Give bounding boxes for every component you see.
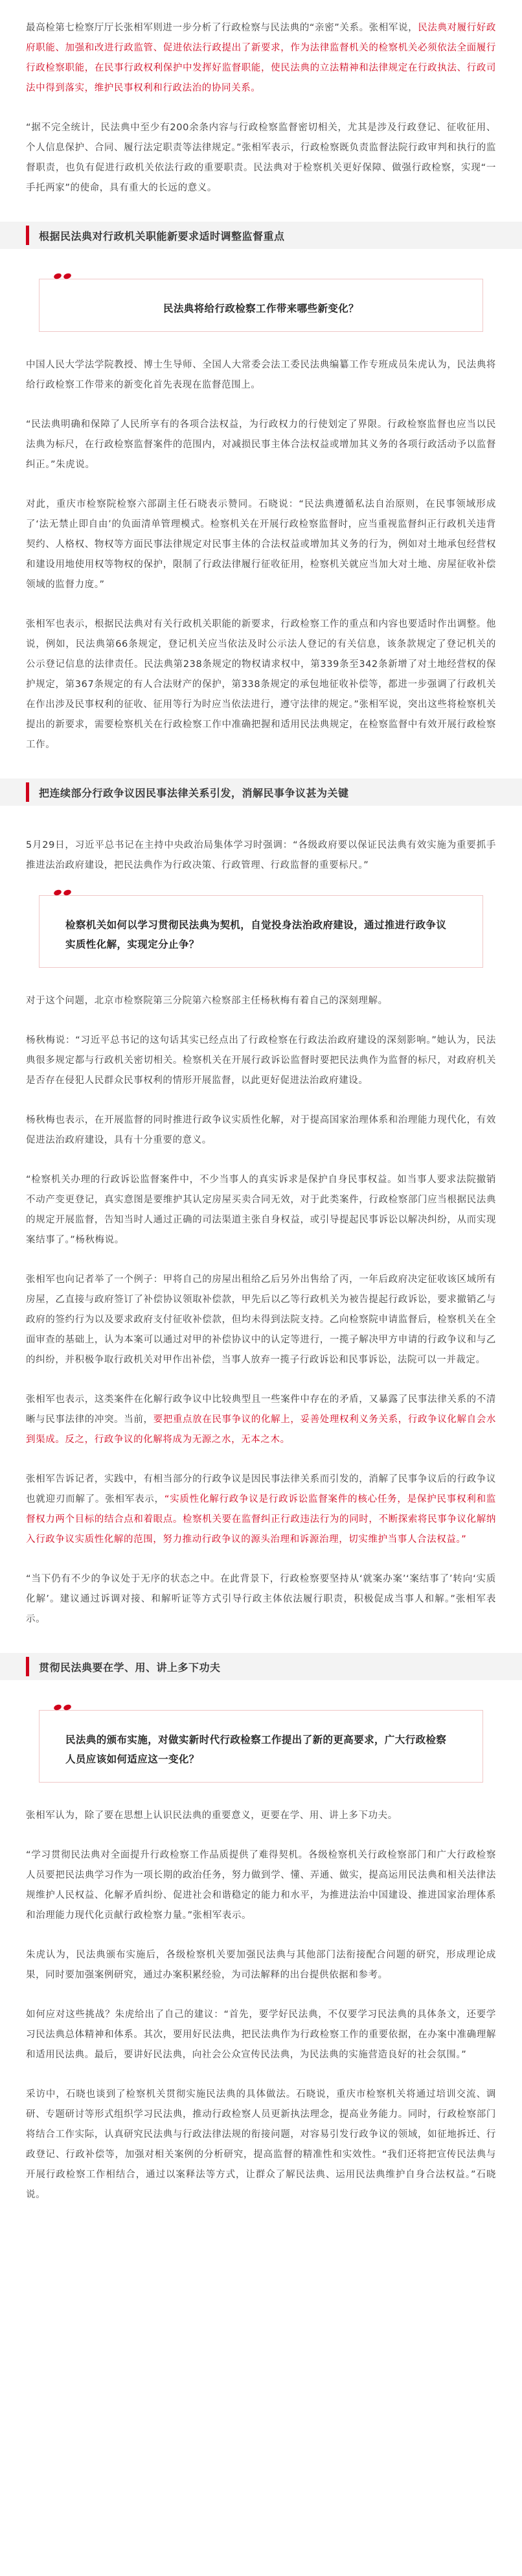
question-text-2: 检察机关如何以学习贯彻民法典为契机，自觉投身法治政府建设，通过推进行政争议实质性化解，实现定分止争？ [65, 919, 447, 950]
section3-paragraph: “学习贯彻民法典对全面提升行政检察工作品质提供了难得契机。各级检察机关行政检察部门和广大行政检察人员要把民法典学习作为一项长期的政治任务，努力做到学、懂、弄通、做实，提高运用民法典和相关法律法规维护人民权益、化解矛盾纠纷、促进社会和谐稳定的能力和水平，为推进法治中国建设、推进国家治理体系和治理能力现代化贡献行政检察力量。”张相军表示。 [26, 1850, 496, 1921]
section1-paragraph: “民法典明确和保障了人民所享有的各项合法权益，为行政权力的行使划定了界限。行政检察监督也应当以民法典为标尺，在行政检察监督案件的范围内，对减损民事主体合法权益或增加其义务的各项行政活动予以监督纠正。”朱虎说。 [26, 419, 496, 470]
section1-paragraph: 中国人民大学法学院教授、博士生导师、全国人大常委会法工委民法典编纂工作专班成员朱虎认为，民法典将给行政检察工作带来的新变化首先表现在监督范围上。 [26, 360, 496, 390]
section2-paragraph: 5月29日，习近平总书记在主持中央政治局集体学习时强调：“各级政府要以保证民法典有效实施为重要抓手推进法治政府建设，把民法典作为行政决策、行政管理、行政监督的重要标尺。” [26, 840, 496, 871]
section-title-3: 贯彻民法典要在学、用、讲上多下功夫 [39, 1661, 221, 1674]
quote-dots-icon [49, 890, 76, 895]
section2-paragraph: 杨秋梅说：“习近平总书记的这句话其实已经点出了行政检察在行政法治政府建设的深刻影响。”她认为，民法典很多规定都与行政机关密切相关。检察机关在开展行政诉讼监督时要把民法典作为监督的标尺，对政府机关是否存在侵犯人民群众民事权利的情形开展监督，以此更好促进法治政府建设。 [26, 1035, 496, 1086]
section-header-2 [0, 779, 522, 806]
section2-text: 张相军也表示，这类案件在化解行政争议中比较典型且一些案件中存在的矛盾，又暴露了民事法律关系的不清晰与民事法律的冲突。当前， [26, 1394, 496, 1425]
question-box-3 [39, 1710, 483, 1783]
section2-paragraph: 张相军也向记者举了一个例子：甲将自己的房屋出租给乙后另外出售给了丙，一年后政府决定征收该区域所有房屋，乙直接与政府签订了补偿协议领取补偿款，甲先后以乙等行政机关为被告提起行政诉讼，要求撤销乙与政府的签约行为以及要求政府支付征收补偿款，但均未得到法院支持。乙向检察院申请监督后，检察机关在全面审查的基础上，认为本案可以通过对甲的补偿协议中的认定等进行，一揽子解决甲方申请的行政争议和与乙的纠纷，并积极争取行政机关对甲作出补偿，当事人放弃一揽子行政诉讼和民事诉讼，法院可以一并裁定。 [26, 1274, 496, 1365]
intro-p1-text: 最高检第七检察厅厅长张相军则进一步分析了行政检察与民法典的“亲密”关系。张相军说， [26, 23, 418, 33]
section-marker-icon [26, 782, 29, 802]
section2-paragraph: “检察机关办理的行政诉讼监督案件中，不少当事人的真实诉求是保护自身民事权益。如当事人要求法院撤销不动产变更登记，真实意图是要维护其认定房屋买卖合同无效，对于此类案件，行政检察部门应当根据民法典的规定开展监督，告知当时人通过正确的司法渠道主张自身权益，或引导提起民事诉讼以解决纠纷，从而实现案结事了。”杨秋梅说。 [26, 1175, 496, 1245]
section-header-1 [0, 222, 522, 249]
section2-paragraph: 杨秋梅也表示，在开展监督的同时推进行政争议实质性化解，对于提高国家治理体系和治理能力现代化，有效促进法治政府建设，具有十分重要的意义。 [26, 1115, 496, 1145]
quote-dots-icon [49, 1705, 76, 1710]
section2-paragraph-with-highlight [26, 1469, 496, 1550]
section-title-1: 根据民法典对行政机关职能新要求适时调整监督重点 [39, 229, 285, 242]
section-title-2: 把连续部分行政争议因民事法律关系引发，消解民事争议甚为关键 [39, 786, 349, 799]
section-header-3 [0, 1653, 522, 1680]
section-marker-icon [26, 226, 29, 245]
section3-paragraph: 张相军认为，除了要在思想上认识民法典的重要意义，更要在学、用、讲上多下功夫。 [26, 1810, 398, 1821]
question-text-1: 民法典将给行政检察工作带来哪些新变化？ [163, 303, 359, 314]
section1-paragraph: 张相军也表示，根据民法典对有关行政机关职能的新要求，行政检察工作的重点和内容也要适时作出调整。他说，例如，民法典第66条规定，登记机关应当依法及时公示法人登记的有关信息，该条款规定了登记机关的公示登记信息的法律责任。民法典第238条规定的物权请求权中，第339条至342条新增了对土地经营权的保护规定，第367条规定的有人合法财产的保护，第338条规定的承包地征收补偿等，都进一步强调了行政机关在作出涉及民事权利的征收、征用等行为时应当依法进行，遵守法律的规定。”张相军说，突出这些将检察机关提出的新要求，需要检察机关在行政检察工作中准确把握和适用民法典规定，在检察监督中有效开展行政检察工作。 [26, 619, 496, 750]
intro-paragraph-1 [26, 18, 496, 99]
section2-text: 张相军告诉记者，实践中，有相当部分的行政争议是因民事法律关系而引发的，消解了民事争议后的行政争议也就迎刃而解了。张相军表示， [26, 1474, 496, 1505]
section2-paragraph-with-highlight [26, 1390, 496, 1450]
section3-paragraph: 如何应对这些挑战？朱虎给出了自己的建议：“首先，要学好民法典，不仅要学习民法典的具体条文，还要学习民法典总体精神和体系。其次，要用好民法典，把民法典作为行政检察工作的重要依据，在办案中准确理解和适用民法典。最后，要讲好民法典，向社会公众宣传民法典，为民法典的实施营造良好的社会氛围。” [26, 2009, 496, 2060]
section2-paragraph: 对于这个问题，北京市检察院第三分院第六检察部主任杨秋梅有着自己的深刻理解。 [26, 996, 388, 1006]
quote-dots-icon [49, 274, 76, 279]
section2-highlight-2: “实质性化解行政争议是行政诉讼监督案件的核心任务，是保护民事权利和监督权力两个目标的结合点和着眼点。检察机关要在监督纠正行政违法行为的同时，不断探索将民事争议化解纳入行政争议实质性化解的范围，努力推动行政争议的源头治理和诉源治理，切实维护当事人合法权益。” [26, 1494, 496, 1545]
section2-paragraph: “当下仍有不少的争议处于无序的状态之中。在此背景下，行政检察要坚持从‘就案办案’‘案结事了’转向‘实质化解’。建议通过诉调对接、和解听证等方式引导行政主体依法履行职责，积极促成当事人和解。”张相军表示。 [26, 1574, 496, 1624]
intro-p1-highlight: 民法典对履行好政府职能、加强和改进行政监管、促进依法行政提出了新要求，作为法律监督机关的检察机关必须依法全面履行行政检察职能，在民事行政权利保护中发挥好监督职能，使民法典的立法精神和法律规定在行政执法、行政司法中得到落实，维护民事权利和行政法治的协同关系。 [26, 23, 496, 93]
section1-paragraph: 对此，重庆市检察院检察六部副主任石晓表示赞同。石晓说：“民法典遵循私法自治原则，在民事领域形成了‘法无禁止即自由’的负面清单管理模式。检察机关在开展行政检察监督时，应当重视监督纠正行政机关违背契约、人格权、物权等方面民事法律规定对民事主体的合法权益或增加其义务的行为，例如对土地承包经营权和建设用地使用权等物权的保护，限制了行政法律履行征收征用，检察机关就应当加大对土地、房屋征收补偿领域的监督力度。” [26, 499, 496, 590]
question-text-3: 民法典的颁布实施，对做实新时代行政检察工作提出了新的更高要求，广大行政检察人员应该如何适应这一变化？ [65, 1734, 447, 1765]
section3-paragraph: 朱虎认为，民法典颁布实施后，各级检察机关要加强民法典与其他部门法衔接配合问题的研究，形成理论成果，同时要加强案例研究，通过办案积累经验，为司法解释的出台提供依据和参考。 [26, 1950, 496, 1980]
section2-highlight-1: 要把重点放在民事争议的化解上，妥善处理权利义务关系，行政争议化解自会水到渠成。反之，行政争议的化解将成为无源之水，无本之木。 [26, 1414, 496, 1445]
section-marker-icon [26, 1657, 29, 1676]
question-box-1 [39, 279, 483, 332]
section3-paragraph: 采访中，石晓也谈到了检察机关贯彻实施民法典的具体做法。石晓说，重庆市检察机关将通过培训交流、调研、专题研讨等形式组织学习民法典，推动行政检察人员更新执法理念，提高业务能力。同时，行政检察部门将结合工作实际，认真研究民法典与行政法律法规的衔接问题，对容易引发行政争议的领域，如征地拆迁、行政登记、行政补偿等，加强对相关案例的分析研究，提高监督的精准性和实效性。“我们还将把宣传民法典与开展行政检察工作相结合，通过以案释法等方式，让群众了解民法典、运用民法典维护自身合法权益。”石晓说。 [26, 2089, 496, 2200]
question-box-2 [39, 895, 483, 968]
intro-paragraph-2: “据不完全统计，民法典中至少有200余条内容与行政检察监督密切相关，尤其是涉及行政登记、征收征用、个人信息保护、合同、履行法定职责等法律规定。”张相军表示，行政检察既负责监督法院行政审判和执行的监督职责，也负有促进行政机关依法行政的重要职责。民法典对于检察机关更好保障、做强行政检察，实现“一手托两家”的使命，具有重大的长远的意义。 [26, 123, 496, 193]
